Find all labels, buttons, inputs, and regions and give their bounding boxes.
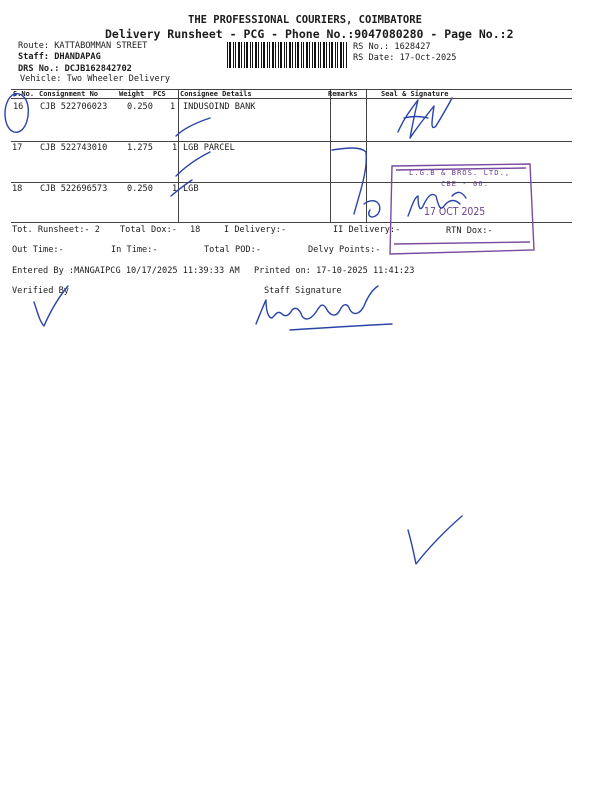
tick-stroke	[171, 180, 192, 196]
rtn-dox: RTN Dox:-	[446, 226, 493, 236]
total-dox-value: 18	[190, 225, 201, 235]
row-weight: 0.250	[127, 102, 153, 112]
stamp-city: CBE - 06.	[441, 179, 489, 188]
drs-number: DRS No.: DCJB162842702	[18, 64, 132, 74]
row-consignment: CJB 522696573	[40, 184, 108, 194]
col-header-weight: Weight	[119, 90, 145, 98]
company-title: THE PROFESSIONAL COURIERS, COIMBATORE	[188, 14, 422, 26]
verified-tick	[34, 286, 68, 326]
signature-mark	[404, 117, 428, 119]
large-tick-mark	[408, 516, 462, 564]
row-pcs: 1	[172, 143, 178, 153]
tick-stroke	[176, 152, 210, 176]
row-consignment: CJB 522743010	[40, 143, 108, 153]
staff-signature-label: Staff Signature	[264, 286, 342, 296]
col-header-sno: S.No.	[13, 90, 35, 98]
out-time: Out Time:-	[12, 245, 64, 255]
row-consignee: LGB	[183, 184, 199, 194]
row-pcs: 1	[170, 102, 176, 112]
row-consignment: CJB 522706023	[40, 102, 108, 112]
entered-by: Entered By :MANGAIPCG 10/17/2025 11:39:33 AM	[12, 266, 240, 276]
rs-date: RS Date: 17-Oct-2025	[353, 53, 457, 63]
route-text: Route: KATTABOMMAN STREET	[18, 41, 148, 51]
signature-mark	[408, 194, 460, 216]
in-time: In Time:-	[111, 245, 158, 255]
i-delivery: I Delivery:-	[224, 225, 287, 235]
tot-runsheet: Tot. Runsheet:- 2	[12, 225, 100, 235]
ii-delivery: II Delivery:-	[333, 225, 401, 235]
staff-signature-mark	[256, 286, 378, 324]
col-header-consignee: Consignee Details	[180, 90, 252, 98]
row-weight: 1.275	[127, 143, 153, 153]
rs-number: RS No.: 1628427	[353, 42, 431, 52]
signature-underline	[290, 324, 392, 330]
row-sno: 16	[13, 102, 24, 112]
vehicle-text: Vehicle: Two Wheeler Delivery	[20, 74, 171, 84]
delvy-points: Delvy Points:-	[308, 245, 381, 255]
verified-by-label: Verified By	[12, 286, 69, 296]
col-header-seal: Seal & Signature	[381, 90, 449, 98]
row-sno: 18	[12, 184, 23, 194]
row-consignee: INDUSOIND BANK	[183, 102, 256, 112]
col-header-remarks: Remarks	[328, 90, 358, 98]
bracket-mark	[332, 148, 366, 214]
row-consignee: LGB PARCEL	[183, 143, 235, 153]
printed-on: Printed on: 17-10-2025 11:41:23	[254, 266, 415, 276]
row-sno: 17	[12, 143, 23, 153]
circle-mark	[5, 94, 28, 133]
runsheet-subtitle: Delivery Runsheet - PCG - Phone No.:9047080280 - Page No.:2	[105, 27, 514, 41]
total-dox-label: Total Dox:-	[120, 225, 177, 235]
col-header-consignment: Consignment No	[39, 90, 99, 98]
row-pcs: 1	[172, 184, 178, 194]
total-pod: Total POD:-	[204, 245, 261, 255]
row-weight: 0.250	[127, 184, 153, 194]
tick-stroke	[176, 118, 210, 136]
stamp-date: 17 OCT 2025	[424, 205, 486, 218]
staff-text: Staff: DHANDAPAG	[18, 52, 101, 62]
stamp-company-name: L.G.B & BROS. LTD.,	[409, 168, 511, 177]
col-header-pcs: PCS	[153, 90, 166, 98]
signature-mark	[452, 192, 466, 198]
scribble-mark	[364, 201, 380, 217]
